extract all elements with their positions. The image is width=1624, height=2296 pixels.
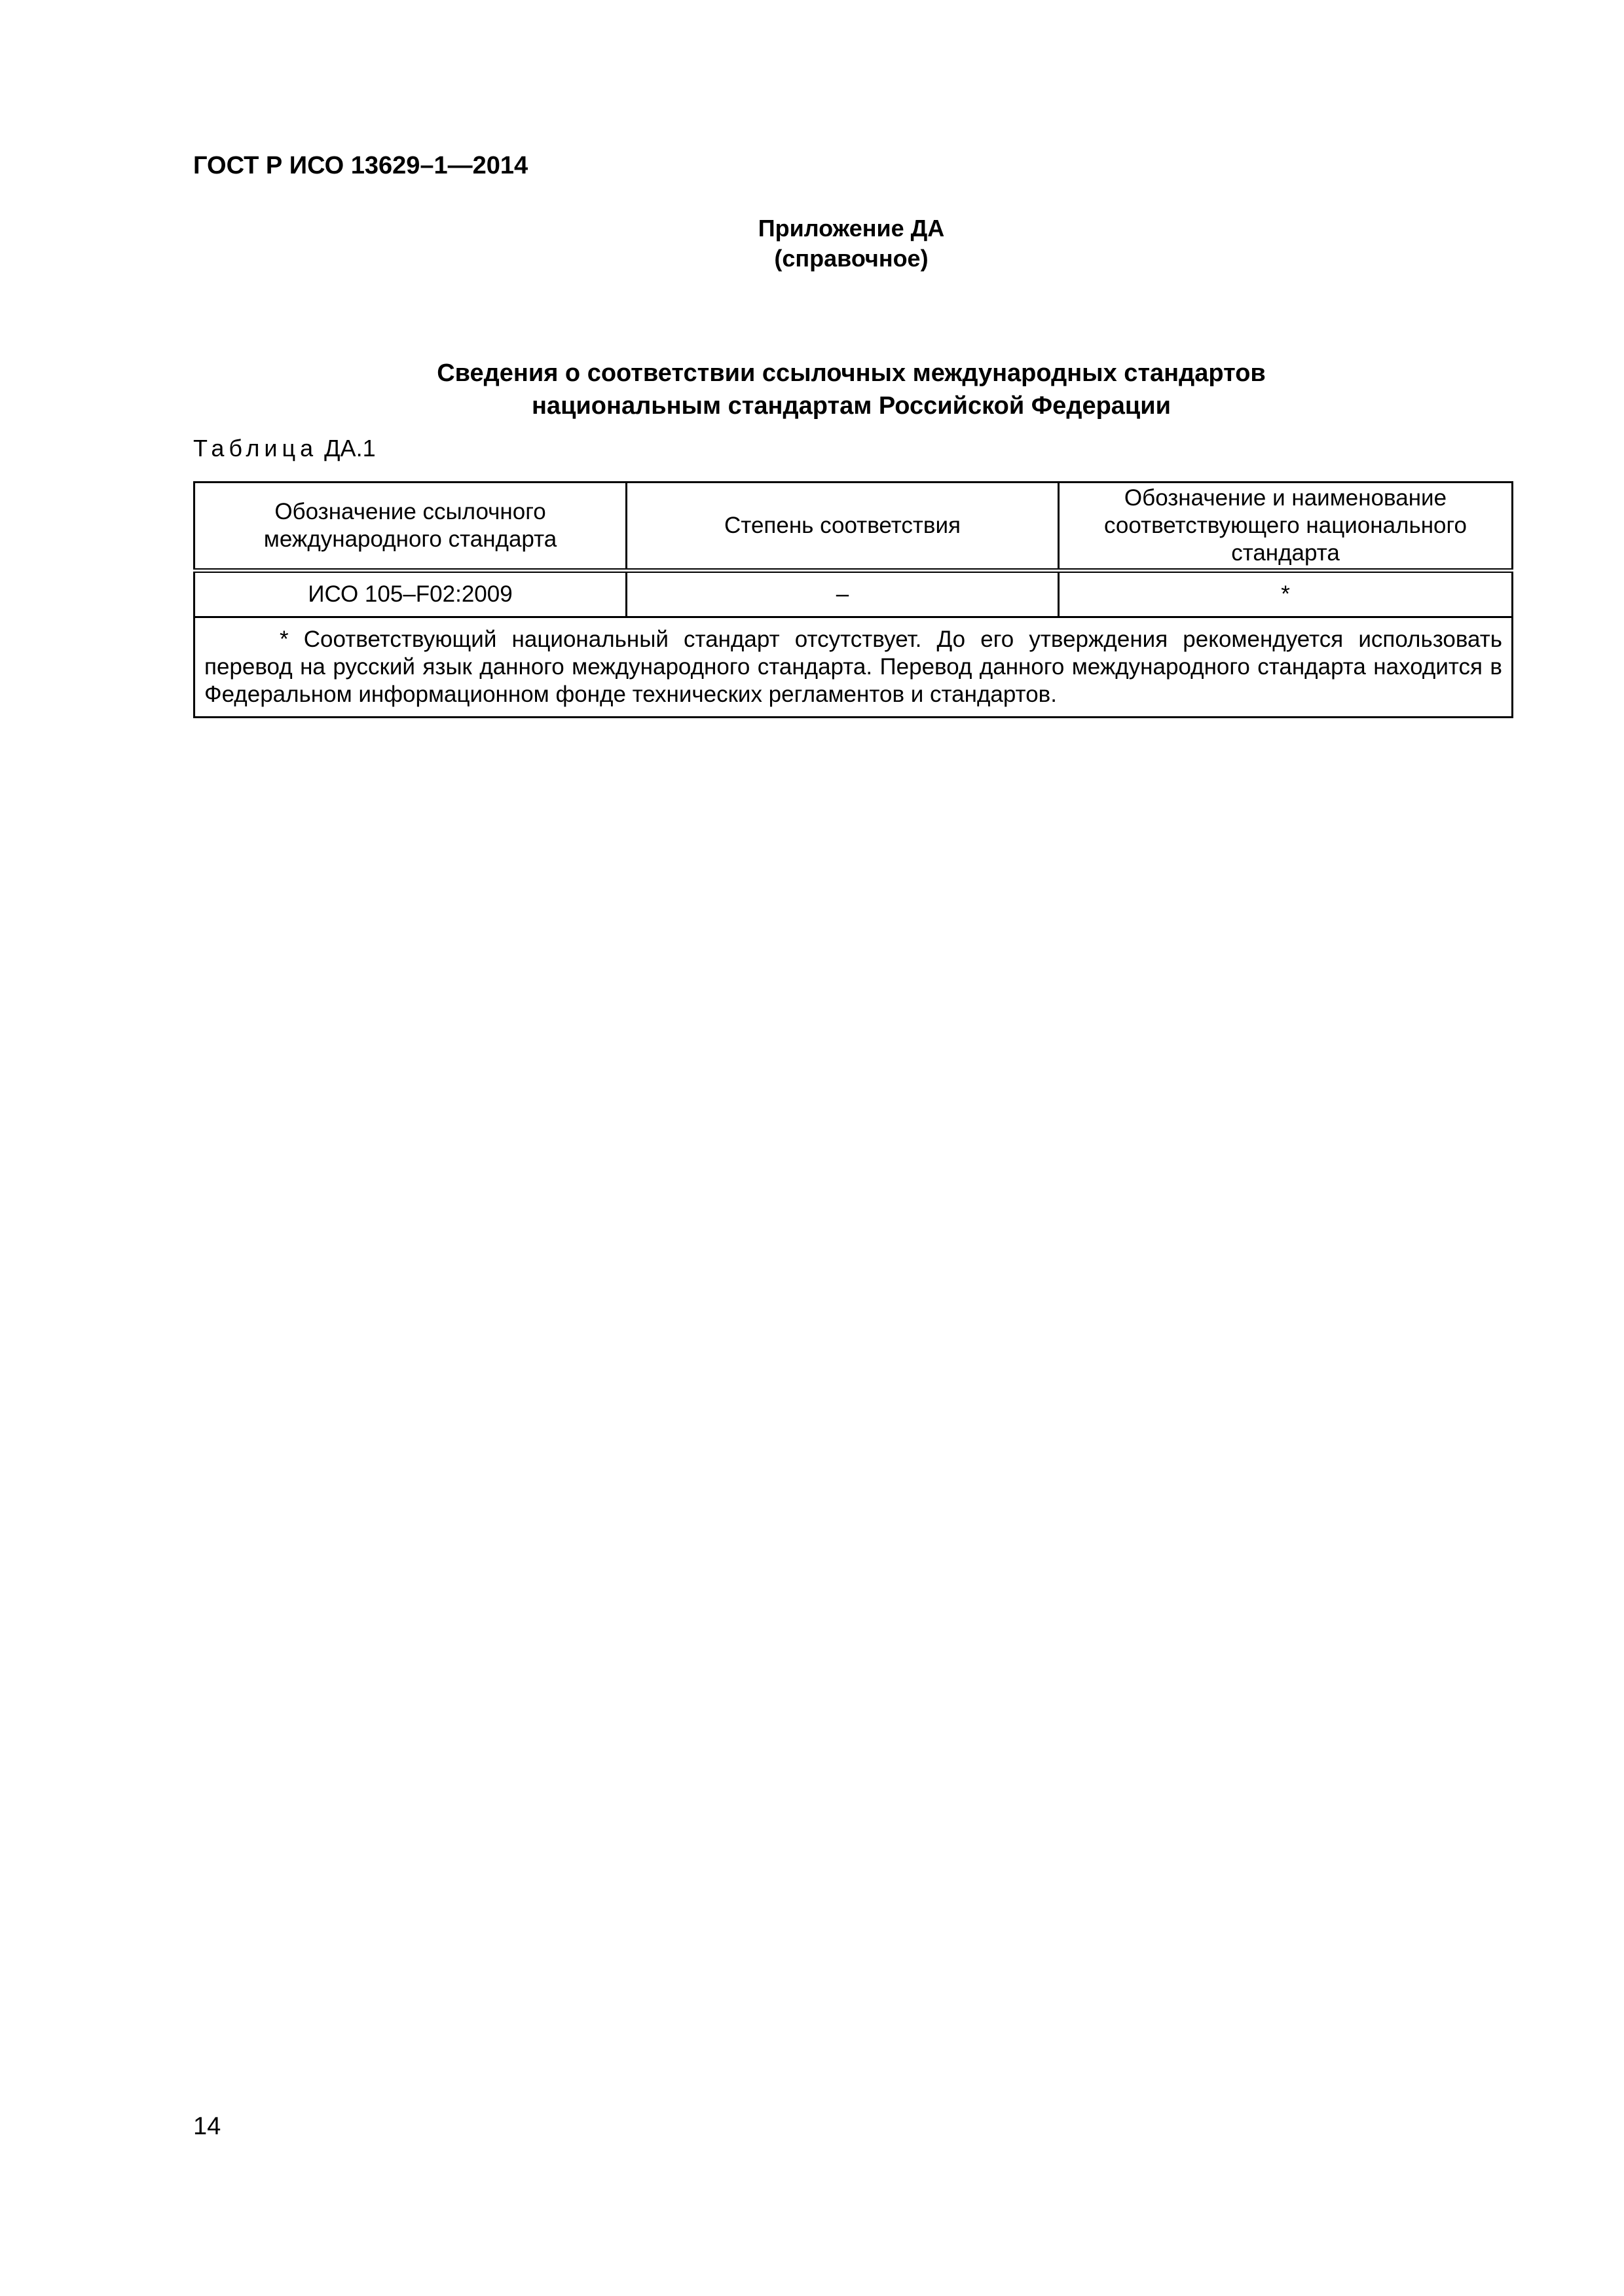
table-label-word: Таблица — [193, 435, 318, 462]
annex-kind: (справочное) — [774, 245, 929, 272]
column-header-national-standard: Обозначение и наименование соответствующего национального стандарта — [1059, 483, 1513, 571]
table-header-row — [194, 483, 1513, 571]
table-label — [193, 435, 376, 462]
document-code: ГОСТ Р ИСО 13629–1—2014 — [193, 152, 528, 179]
section-heading-line-1: Сведения о соответствии ссылочных международных стандартов — [437, 359, 1266, 387]
annex-title: Приложение ДА — [758, 215, 945, 242]
page-number: 14 — [193, 2113, 221, 2140]
cell-degree-of-conformity: – — [627, 571, 1059, 617]
reference-standards-table — [193, 481, 1513, 718]
table-row — [194, 571, 1513, 617]
table-footnote-cell — [194, 617, 1513, 718]
section-heading-line-2: национальным стандартам Российской Федерации — [531, 392, 1171, 420]
column-header-degree-of-conformity: Степень соответствия — [627, 483, 1059, 571]
cell-national-standard: * — [1059, 571, 1513, 617]
table-label-number: ДА.1 — [324, 435, 376, 462]
cell-international-standard: ИСО 105–F02:2009 — [194, 571, 627, 617]
table-footnote: * Соответствующий национальный стандарт отсутствует. До его утверждения рекомендуется использовать перевод на русский язык данного международного стандарта. Перевод данного международного стандарта находится в Федеральном информационном фонде технических регламентов и стандартов. — [204, 627, 1502, 707]
table-footnote-row — [194, 617, 1513, 718]
column-header-international-standard: Обозначение ссылочного международного стандарта — [194, 483, 627, 571]
